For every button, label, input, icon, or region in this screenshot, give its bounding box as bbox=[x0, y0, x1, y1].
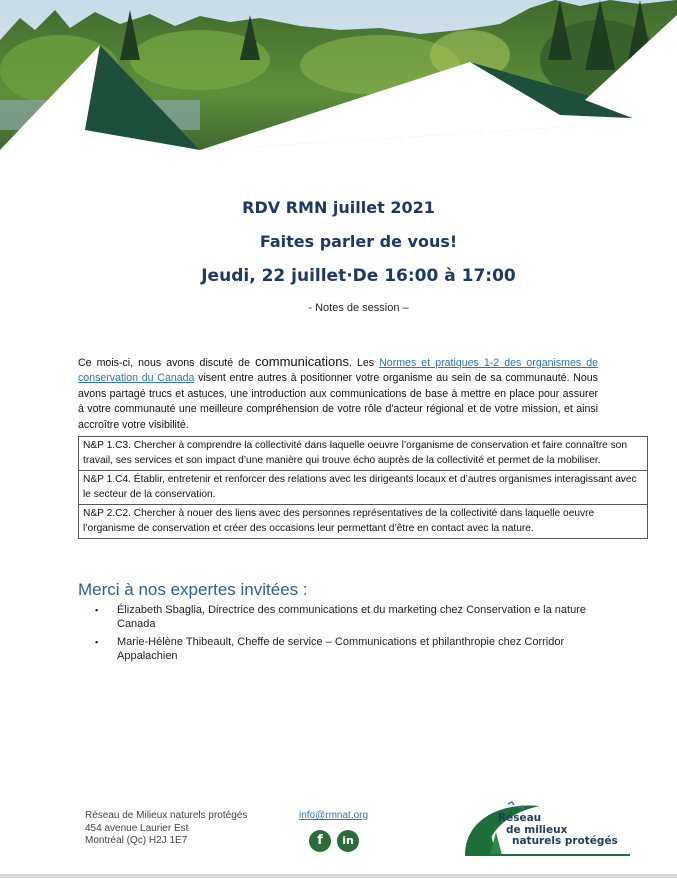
footer-org: Réseau de Milieux naturels protégés bbox=[85, 810, 248, 821]
intro-text-2: . Les bbox=[348, 356, 380, 369]
linkedin-icon[interactable]: in bbox=[337, 830, 359, 852]
intro-text-1: Ce mois-ci, nous avons discuté de bbox=[78, 356, 256, 369]
expert-1: Élizabeth Sbaglia, Directrice des communications et du marketing chez Conservation e la nature Canada bbox=[117, 604, 586, 630]
standard-row-1c3: N&P 1.C3. Chercher à comprendre la collectivité dans laquelle oeuvre l’organisme de conservation et faire connaître son travail, ses services et son impact d’une manière qui trouve écho auprès de la collectivité et permet de la mobiliser. bbox=[79, 437, 647, 471]
page-bottom-edge bbox=[0, 874, 677, 878]
session-title: RDV RMN juillet 2021 bbox=[242, 198, 435, 217]
footer-street: 454 avenue Laurier Est bbox=[85, 822, 189, 834]
social-links bbox=[309, 830, 365, 852]
bullet-icon: ▪ bbox=[95, 637, 99, 647]
session-notes-label: - Notes de session – bbox=[308, 302, 409, 314]
experts-list bbox=[95, 604, 615, 668]
expert-2: Marie-Hélène Thibeault, Cheffe de service – Communications et philanthropie chez Corridor Appalachien bbox=[117, 636, 565, 662]
facebook-icon[interactable]: f bbox=[309, 830, 331, 852]
standards-table bbox=[78, 436, 648, 539]
list-item bbox=[95, 636, 615, 663]
footer-email-link[interactable]: info@rmnat.org bbox=[299, 810, 369, 821]
logo-line-3: naturels protégés bbox=[512, 835, 618, 847]
list-item bbox=[95, 604, 615, 631]
intro-paragraph bbox=[78, 354, 598, 434]
standard-row-1c4: N&P 1.C4. Établir, entretenir et renforcer des relations avec les dirigeants locaux et d’autres organismes interagissant avec le secteur de la conservation. bbox=[79, 471, 647, 505]
session-date: Jeudi, 22 juillet·De 16:00 à 17:00 bbox=[201, 266, 516, 286]
standard-row-2c2: N&P 2.C2. Chercher à nouer des liens avec des personnes représentatives de la collectivité dans laquelle oeuvre l’organisme de conservation et créer des occasions leur permettant d’être en contact avec la nature. bbox=[83, 508, 595, 534]
footer-city: Montréal (Qc) H2J 1E7 bbox=[85, 835, 188, 846]
thanks-heading: Merci à nos expertes invitées : bbox=[78, 580, 308, 599]
logo-line-2: de milieux bbox=[506, 823, 568, 836]
header-banner bbox=[0, 0, 677, 185]
logo-line-1: Réseau bbox=[498, 812, 542, 824]
bullet-icon: ▪ bbox=[95, 605, 99, 615]
standards-link[interactable]: Normes et pratiques 1-2 des organismes de conservation du Canada bbox=[78, 356, 599, 385]
footer-address bbox=[85, 810, 247, 848]
intro-highlight: communications bbox=[255, 353, 349, 369]
logo-wordmark bbox=[498, 813, 618, 848]
intro-text-3: visent entre autres à positionner votre organisme au sein de sa communauté. Nous avons partagé trucs et astuces, une introduction aux communications de base à mettre en place pour assurer à votre communauté une meilleure compréhension de votre rôle d'acteur régional et de votre mission, et ainsi accroître votre visibilité. bbox=[78, 372, 598, 431]
session-subtitle: Faites parler de vous! bbox=[259, 232, 458, 251]
forest-image bbox=[0, 0, 677, 185]
